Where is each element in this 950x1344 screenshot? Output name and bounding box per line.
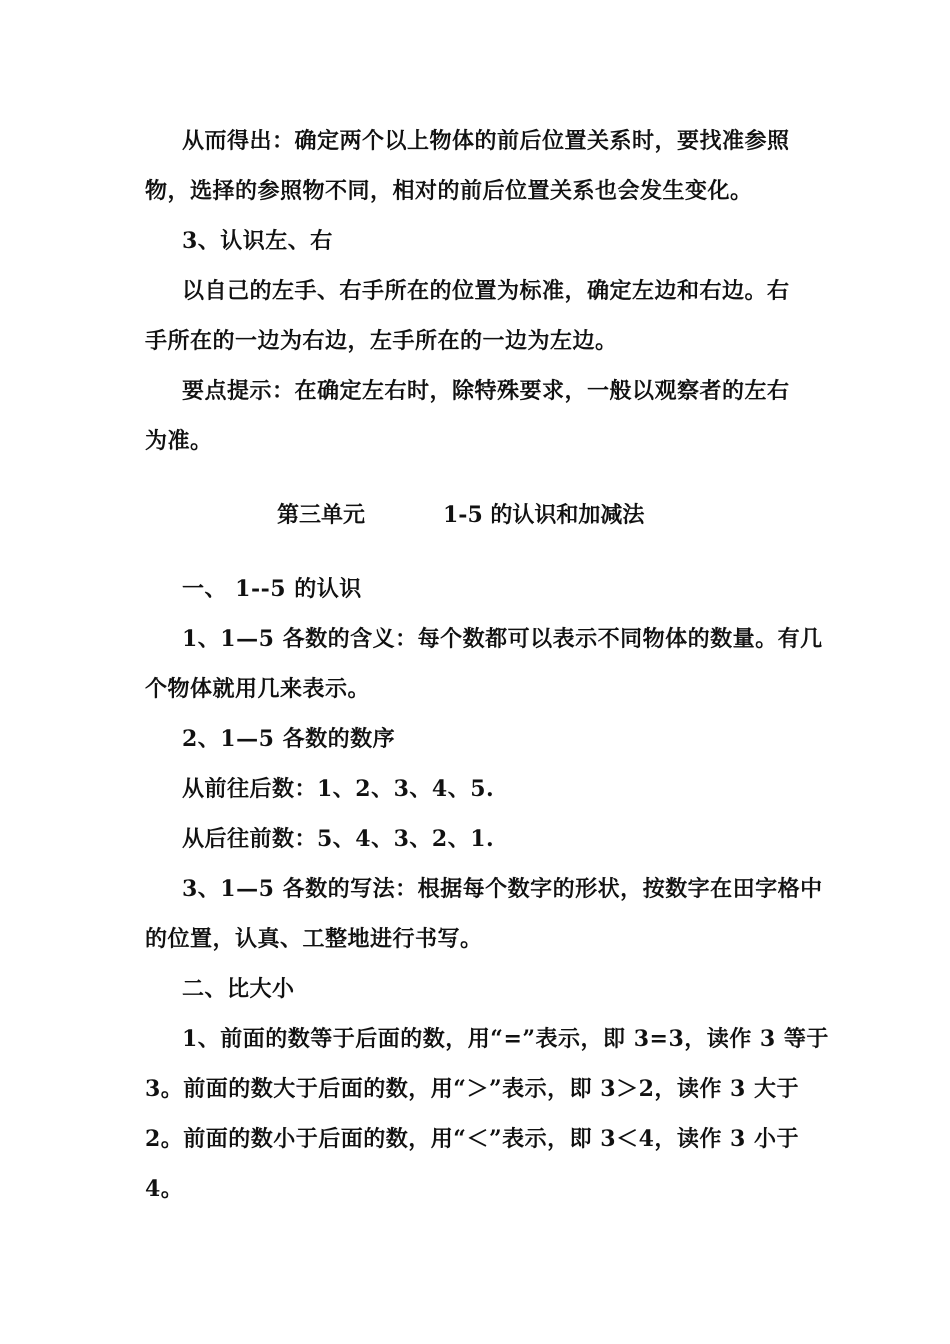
section2-line4: 4。: [145, 1176, 184, 1202]
section2-line3: 2。前面的数小于后面的数，用“＜”表示，即 3＜4，读作 3 小于: [145, 1126, 800, 1152]
section2-line1: 1、前面的数等于后面的数，用“=”表示，即 3=3，读作 3 等于: [182, 1026, 829, 1052]
paragraph-conclusion-line1: 从而得出：确定两个以上物体的前后位置关系时，要找准参照: [182, 128, 790, 154]
section1-forward-count: 从前往后数：1、2、3、4、5.: [182, 776, 495, 802]
subheading-left-right: 3、认识左、右: [182, 228, 333, 254]
section1-item1-line2: 个物体就用几来表示。: [145, 676, 371, 702]
section1-item3-line1: 3、1—5 各数的写法：根据每个数字的形状，按数字在田字格中: [182, 876, 823, 902]
unit-heading-number: 第三单元: [277, 502, 366, 528]
section1-title: 一、 1--5 的认识: [182, 576, 362, 602]
paragraph-conclusion-line2: 物，选择的参照物不同，相对的前后位置关系也会发生变化。: [145, 178, 753, 204]
section1-item1-line1: 1、1—5 各数的含义：每个数都可以表示不同物体的数量。有几: [182, 626, 823, 652]
unit-heading-title: 1-5 的认识和加减法: [443, 502, 645, 528]
paragraph-tip-line2: 为准。: [145, 428, 213, 454]
section1-item2: 2、1—5 各数的数序: [182, 726, 396, 752]
paragraph-left-right-line2: 手所在的一边为右边，左手所在的一边为左边。: [145, 328, 618, 354]
section2-title: 二、比大小: [182, 976, 295, 1002]
section2-line2: 3。前面的数大于后面的数，用“＞”表示，即 3＞2，读作 3 大于: [145, 1076, 800, 1102]
section1-backward-count: 从后往前数：5、4、3、2、1.: [182, 826, 495, 852]
paragraph-tip-line1: 要点提示：在确定左右时，除特殊要求，一般以观察者的左右: [182, 378, 790, 404]
section1-item3-line2: 的位置，认真、工整地进行书写。: [145, 926, 483, 952]
paragraph-left-right-line1: 以自己的左手、右手所在的位置为标准，确定左边和右边。右: [182, 278, 790, 304]
